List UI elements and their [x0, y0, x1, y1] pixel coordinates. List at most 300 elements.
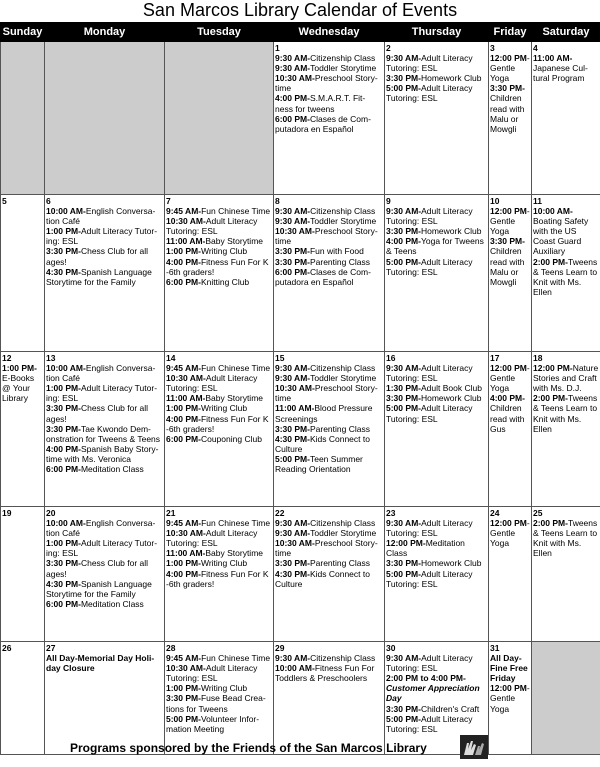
event-item — [490, 653, 530, 683]
event-name: Tae Kwondo Dem- onstration for Tweens & Teens — [46, 423, 161, 444]
event-name: Toddler Storytime — [310, 216, 377, 227]
event-time: 5:00 PM- — [166, 713, 201, 724]
event-item — [386, 73, 487, 83]
event-name: Parenting Class — [309, 558, 370, 569]
event-time: 3:30 PM- — [386, 73, 421, 84]
event-time: 10:00 AM- — [275, 663, 315, 674]
event-item — [275, 363, 383, 373]
event-item — [490, 518, 530, 548]
event-name: Meditation Class — [80, 598, 144, 609]
day-cell — [45, 195, 165, 352]
event-time: 9:30 AM- — [275, 373, 311, 384]
event-name: Fitness Fun For Toddlers & Preschoolers — [275, 663, 375, 684]
event-name: Meditation Class — [80, 464, 144, 475]
event-item — [2, 363, 43, 403]
event-name: Blood Pressure Screenings — [275, 403, 373, 424]
event-name: Fun Chinese Time — [201, 653, 271, 664]
day-number: 13 — [46, 353, 56, 363]
event-time: 10:30 AM- — [166, 373, 206, 384]
event-item — [46, 558, 163, 578]
event-time: 10:30 AM- — [275, 226, 315, 237]
weekday-header: Wednesday — [274, 23, 385, 42]
event-name: Adult Literacy Tutoring: ESL — [166, 663, 258, 684]
event-time: 6:00 PM- — [166, 433, 201, 444]
event-time: 3:30 PM- — [46, 558, 81, 569]
day-number: 18 — [533, 353, 543, 363]
event-time: 9:30 AM- — [275, 63, 311, 74]
event-time: 9:30 AM- — [275, 363, 311, 374]
event-item — [166, 558, 272, 568]
event-name: Adult Literacy Tutoring: ESL — [166, 373, 258, 394]
event-time: 4:00 PM- — [386, 236, 421, 247]
event-item — [275, 93, 383, 113]
event-name: Adult Literacy Tutoring: ESL — [386, 403, 473, 424]
day-number: 28 — [166, 643, 176, 653]
event-time: 3:30 PM- — [46, 246, 81, 257]
event-name: Citizenship Class — [310, 518, 376, 529]
event-name: Toddler Storytime — [310, 63, 377, 74]
event-time: 3:30 PM- — [275, 256, 310, 267]
event-item — [275, 226, 383, 246]
event-time: 9:30 AM- — [386, 53, 422, 64]
event-name: Clases de Com- putadora en Español — [275, 266, 371, 287]
event-name: Spanish Language Storytime for the Family — [46, 266, 152, 287]
event-item — [490, 683, 530, 713]
calendar-table — [0, 22, 600, 755]
event-time: 5:00 PM- — [386, 713, 421, 724]
empty-day-cell — [45, 42, 165, 195]
event-time: 10:00 AM- — [46, 363, 86, 374]
event-name: Adult Literacy Tutoring: ESL — [386, 53, 473, 74]
event-item — [275, 538, 383, 558]
event-time: 12:00 PM — [490, 53, 527, 64]
day-number: 22 — [275, 508, 285, 518]
event-name: Homework Club — [420, 226, 482, 237]
event-item — [275, 257, 383, 267]
event-time: 12:00 PM — [490, 206, 527, 217]
event-time: 9:30 AM- — [386, 363, 422, 374]
event-item — [275, 528, 383, 538]
event-name: Writing Club — [200, 246, 248, 257]
day-number: 3 — [490, 43, 495, 53]
event-item — [166, 393, 272, 403]
event-item — [490, 393, 530, 433]
event-name: Preschool Story- time — [275, 226, 378, 247]
event-name: Baby Storytime — [205, 236, 264, 247]
event-name: E-Books @ Your Library — [2, 373, 35, 404]
event-time: 9:30 AM- — [275, 206, 311, 217]
event-time: 4:30 PM- — [46, 266, 81, 277]
event-name: Kids Connect to Culture — [275, 568, 370, 589]
event-item — [46, 246, 163, 266]
event-name: Preschool Story- time — [275, 383, 378, 404]
event-item — [46, 653, 163, 673]
event-time: 4:00 PM- — [275, 93, 310, 104]
day-number: 31 — [490, 643, 500, 653]
event-name: Baby Storytime — [205, 393, 264, 404]
event-time: 9:45 AM- — [166, 206, 202, 217]
weekday-header-row — [1, 23, 600, 42]
event-name: Fitness Fun For K -6th graders! — [166, 413, 269, 434]
event-time: 9:30 AM- — [275, 518, 311, 529]
event-item — [166, 257, 272, 277]
event-item — [533, 53, 599, 83]
event-time: 6:00 PM- — [166, 276, 201, 287]
event-item — [386, 714, 487, 734]
day-cell — [385, 42, 489, 195]
event-name: Fun Chinese Time — [201, 518, 271, 529]
event-name: English Conversa- tion Café — [46, 363, 156, 384]
event-name: Citizenship Class — [310, 653, 376, 664]
day-number: 1 — [275, 43, 280, 53]
event-time: 10:00 AM- — [46, 518, 86, 529]
empty-day-cell — [1, 42, 45, 195]
event-name: Customer Appreciation Day — [386, 683, 480, 704]
event-time: 4:00 PM- — [46, 443, 81, 454]
event-name: Adult Literacy Tutoring: ESL — [386, 568, 473, 589]
event-time: 5:00 PM- — [275, 453, 310, 464]
event-item — [275, 114, 383, 134]
event-time: 2:00 PM- — [533, 256, 568, 267]
event-item — [166, 683, 272, 693]
footer — [0, 733, 600, 763]
event-time: 1:00 PM- — [46, 226, 81, 237]
event-name: -Gentle Yoga — [490, 363, 530, 394]
event-time: 3:30 PM- — [46, 423, 81, 434]
event-item — [386, 363, 487, 383]
day-number: 4 — [533, 43, 538, 53]
day-cell — [489, 352, 532, 507]
day-number: 23 — [386, 508, 396, 518]
event-time: 3:30 PM- — [166, 693, 201, 704]
event-item — [386, 673, 487, 703]
event-item — [46, 579, 163, 599]
event-name: Fun Chinese Time — [201, 206, 271, 217]
day-number: 30 — [386, 643, 396, 653]
event-item — [386, 704, 487, 714]
day-number: 26 — [2, 643, 12, 653]
event-time: 9:30 AM- — [386, 206, 422, 217]
event-item — [46, 226, 163, 246]
event-name: Parenting Class — [309, 423, 370, 434]
event-item — [275, 383, 383, 403]
event-item — [166, 414, 272, 434]
event-name: Adult Literacy Tutoring: ESL — [166, 528, 258, 549]
day-number: 24 — [490, 508, 500, 518]
event-name: Tweens & Teens Learn to Knit with Ms. Ellen — [533, 256, 598, 297]
event-item — [166, 373, 272, 393]
event-item — [275, 267, 383, 287]
event-time: 1:00 PM- — [46, 538, 81, 549]
event-item — [533, 518, 599, 558]
event-time: 10:30 AM- — [275, 538, 315, 549]
day-number: 7 — [166, 196, 171, 206]
event-name: Fitness Fun For K -6th graders! — [166, 256, 269, 277]
event-name: Writing Club — [200, 683, 248, 694]
event-item — [275, 246, 383, 256]
event-item — [275, 663, 383, 683]
event-item — [490, 206, 530, 236]
day-cell — [1, 352, 45, 507]
event-item — [386, 226, 487, 236]
event-time: 4:30 PM- — [275, 568, 310, 579]
event-time: 11:00 AM- — [166, 236, 206, 247]
event-time: 9:30 AM- — [275, 653, 311, 664]
event-time: 11:00 AM- — [275, 403, 315, 414]
event-item — [166, 569, 272, 589]
event-item — [275, 424, 383, 434]
day-cell — [532, 42, 600, 195]
day-cell — [489, 42, 532, 195]
event-item — [386, 236, 487, 256]
event-time: 4:00 PM- — [166, 413, 201, 424]
day-number: 29 — [275, 643, 285, 653]
day-cell — [1, 195, 45, 352]
day-cell — [165, 195, 274, 352]
event-name: Couponing Club — [200, 433, 262, 444]
event-item — [386, 83, 487, 103]
event-item — [46, 464, 163, 474]
event-item — [386, 383, 487, 393]
event-time: 3:30 PM- — [386, 393, 421, 404]
week-row — [1, 195, 600, 352]
event-time: 10:30 AM- — [275, 383, 315, 394]
event-name: Boating Safety with the US Coast Guard Auxiliary — [533, 216, 589, 257]
event-item — [386, 403, 487, 423]
event-name: English Conversa- tion Café — [46, 206, 156, 227]
event-item — [275, 558, 383, 568]
event-item — [166, 714, 272, 734]
event-time: 4:00 PM- — [166, 568, 201, 579]
day-number: 19 — [2, 508, 12, 518]
event-time: 10:30 AM- — [275, 73, 315, 84]
event-time: 3:30 PM- — [490, 236, 525, 247]
event-time: 2:00 PM- — [533, 518, 568, 529]
event-name: Writing Club — [200, 558, 248, 569]
event-time: 5:00 PM- — [386, 83, 421, 94]
day-number: 25 — [533, 508, 543, 518]
event-item — [166, 548, 272, 558]
event-name: Tweens & Teens Learn to Knit with Ms. Ellen — [533, 518, 598, 559]
event-item — [386, 53, 487, 73]
event-item — [46, 403, 163, 423]
event-time: 6:00 PM- — [46, 464, 81, 475]
event-item — [166, 236, 272, 246]
event-name: Citizenship Class — [310, 53, 376, 64]
event-item — [166, 653, 272, 663]
event-name: Fuse Bead Crea- tions for Tweens — [166, 693, 266, 714]
day-cell — [274, 195, 385, 352]
weekday-header: Sunday — [1, 23, 45, 42]
event-time: 3:30 PM- — [46, 403, 81, 414]
event-time: 11:00 AM- — [166, 393, 206, 404]
event-name: Citizenship Class — [310, 206, 376, 217]
event-time: 5:00 PM- — [386, 256, 421, 267]
event-time: 1:00 PM- — [2, 363, 37, 374]
event-name: Fitness Fun For K -6th graders! — [166, 568, 269, 589]
event-name: All Day-Memorial Day Holi- day Closure — [46, 653, 155, 674]
event-time: 10:00 AM- — [46, 206, 86, 217]
event-name: Adult Literacy Tutoring: ESL — [386, 653, 473, 674]
day-number: 8 — [275, 196, 280, 206]
event-time: 10:30 AM- — [166, 663, 206, 674]
event-time: 4:30 PM- — [46, 578, 81, 589]
event-item — [275, 216, 383, 226]
day-cell — [385, 352, 489, 507]
event-name: Fun Chinese Time — [201, 363, 271, 374]
event-time: 1:00 PM- — [166, 558, 201, 569]
event-item — [46, 363, 163, 383]
day-cell — [489, 195, 532, 352]
event-time: 9:45 AM- — [166, 363, 202, 374]
event-time: 4:00 PM- — [490, 393, 525, 404]
event-time: 6:00 PM- — [275, 113, 310, 124]
event-name: Preschool Story- time — [275, 538, 378, 559]
event-name: Chess Club for all ages! — [46, 558, 149, 579]
event-name: Parenting Class — [309, 256, 370, 267]
event-item — [275, 73, 383, 93]
event-name: Toddler Storytime — [310, 373, 377, 384]
event-name: Japanese Cul- tural Program — [533, 63, 588, 84]
day-number: 14 — [166, 353, 176, 363]
event-item — [275, 403, 383, 423]
day-number: 15 — [275, 353, 285, 363]
event-time: 3:30 PM- — [386, 558, 421, 569]
day-number: 21 — [166, 508, 176, 518]
day-cell — [45, 507, 165, 642]
friends-hands-logo-icon — [460, 735, 488, 759]
event-name: Spanish Language Storytime for the Family — [46, 578, 152, 599]
event-name: Children read with Malu or Mowgli — [490, 246, 525, 287]
event-item — [275, 653, 383, 663]
event-name: Adult Literacy Tutoring: ESL — [386, 206, 473, 227]
day-cell — [165, 507, 274, 642]
day-cell — [385, 507, 489, 642]
event-item — [166, 277, 272, 287]
day-number: 17 — [490, 353, 500, 363]
event-item — [166, 216, 272, 236]
event-time: 4:00 PM- — [166, 256, 201, 267]
event-time: 12:00 PM — [490, 518, 527, 529]
event-time: 1:00 PM- — [166, 246, 201, 257]
event-item — [490, 236, 530, 286]
event-item — [386, 653, 487, 673]
event-name: Homework Club — [420, 558, 482, 569]
day-number: 16 — [386, 353, 396, 363]
day-cell — [274, 352, 385, 507]
event-time: 9:45 AM- — [166, 653, 202, 664]
event-time: 1:00 PM- — [46, 383, 81, 394]
event-name: Adult Literacy Tutor- ing: ESL — [46, 538, 158, 559]
event-time: 9:30 AM- — [275, 528, 311, 539]
event-time: 11:00 AM- — [166, 548, 206, 559]
week-row — [1, 42, 600, 195]
event-time: 9:30 AM- — [275, 216, 311, 227]
event-item — [46, 424, 163, 444]
event-item — [275, 569, 383, 589]
event-time: 3:30 PM- — [490, 83, 525, 94]
event-item — [46, 206, 163, 226]
event-time: 10:30 AM- — [166, 528, 206, 539]
event-time: 9:30 AM- — [275, 53, 311, 64]
weekday-header: Saturday — [532, 23, 600, 42]
event-time: 1:00 PM- — [166, 403, 201, 414]
event-time: 5:00 PM- — [386, 568, 421, 579]
event-item — [386, 257, 487, 277]
event-item — [46, 444, 163, 464]
event-time: 2:00 PM- — [533, 393, 568, 404]
event-name: Adult Literacy Tutoring: ESL — [386, 363, 473, 384]
event-item — [166, 663, 272, 683]
event-item — [275, 454, 383, 474]
event-name: Tweens & Teens Learn to Knit with Ms. Ellen — [533, 393, 598, 434]
event-item — [275, 206, 383, 216]
event-name: Volunteer Infor- mation Meeting — [166, 713, 260, 734]
day-number: 27 — [46, 643, 56, 653]
page-title: San Marcos Library Calendar of Events — [142, 0, 458, 20]
event-time: 3:30 PM- — [386, 226, 421, 237]
event-name: Adult Book Club — [420, 383, 482, 394]
event-name: Children read with Malu or Mowgli — [490, 93, 525, 134]
event-item — [166, 363, 272, 373]
event-name: English Conversa- tion Café — [46, 518, 156, 539]
event-time: 9:30 AM- — [386, 653, 422, 664]
event-name: Toddler Storytime — [310, 528, 377, 539]
weekday-header: Tuesday — [165, 23, 274, 42]
event-name: Spanish Baby Story- time with Ms. Veronica — [46, 443, 159, 464]
event-item — [166, 518, 272, 528]
event-time: 9:45 AM- — [166, 518, 202, 529]
event-time: 10:00 AM- — [533, 206, 573, 217]
event-name: -Gentle Yoga — [490, 518, 530, 549]
event-time: 12:00 PM — [490, 683, 527, 694]
event-item — [275, 373, 383, 383]
event-item — [46, 538, 163, 558]
event-time: 12:00 PM — [490, 363, 527, 374]
day-number: 20 — [46, 508, 56, 518]
event-name: Adult Literacy Tutoring: ESL — [166, 216, 258, 237]
day-cell — [274, 42, 385, 195]
event-name: Preschool Story- time — [275, 73, 378, 94]
event-item — [46, 383, 163, 403]
event-name: Writing Club — [200, 403, 248, 414]
day-number: 5 — [2, 196, 7, 206]
event-name: Adult Literacy Tutoring: ESL — [386, 713, 473, 734]
event-time: 6:00 PM- — [46, 598, 81, 609]
event-name: Adult Literacy Tutor- ing: ESL — [46, 226, 158, 247]
day-cell — [532, 195, 600, 352]
event-name: Meditation Class — [386, 538, 465, 559]
day-number: 12 — [2, 353, 12, 363]
day-cell — [165, 352, 274, 507]
event-name: Kids Connect to Culture — [275, 433, 370, 454]
event-name: Fun with Food — [309, 246, 364, 257]
event-item — [386, 538, 487, 558]
event-item — [533, 257, 599, 297]
event-item — [275, 434, 383, 454]
empty-day-cell — [165, 42, 274, 195]
event-time: 10:30 AM- — [166, 216, 206, 227]
event-item — [490, 83, 530, 133]
event-name: -Gentle Yoga — [490, 53, 530, 84]
event-item — [490, 53, 530, 83]
day-number: 11 — [533, 196, 542, 206]
weekday-header: Friday — [489, 23, 532, 42]
event-time: 1:00 PM- — [166, 683, 201, 694]
event-time: 2:00 PM to 4:00 PM- — [386, 673, 466, 684]
event-name: Baby Storytime — [205, 548, 264, 559]
event-name: Citizenship Class — [310, 363, 376, 374]
